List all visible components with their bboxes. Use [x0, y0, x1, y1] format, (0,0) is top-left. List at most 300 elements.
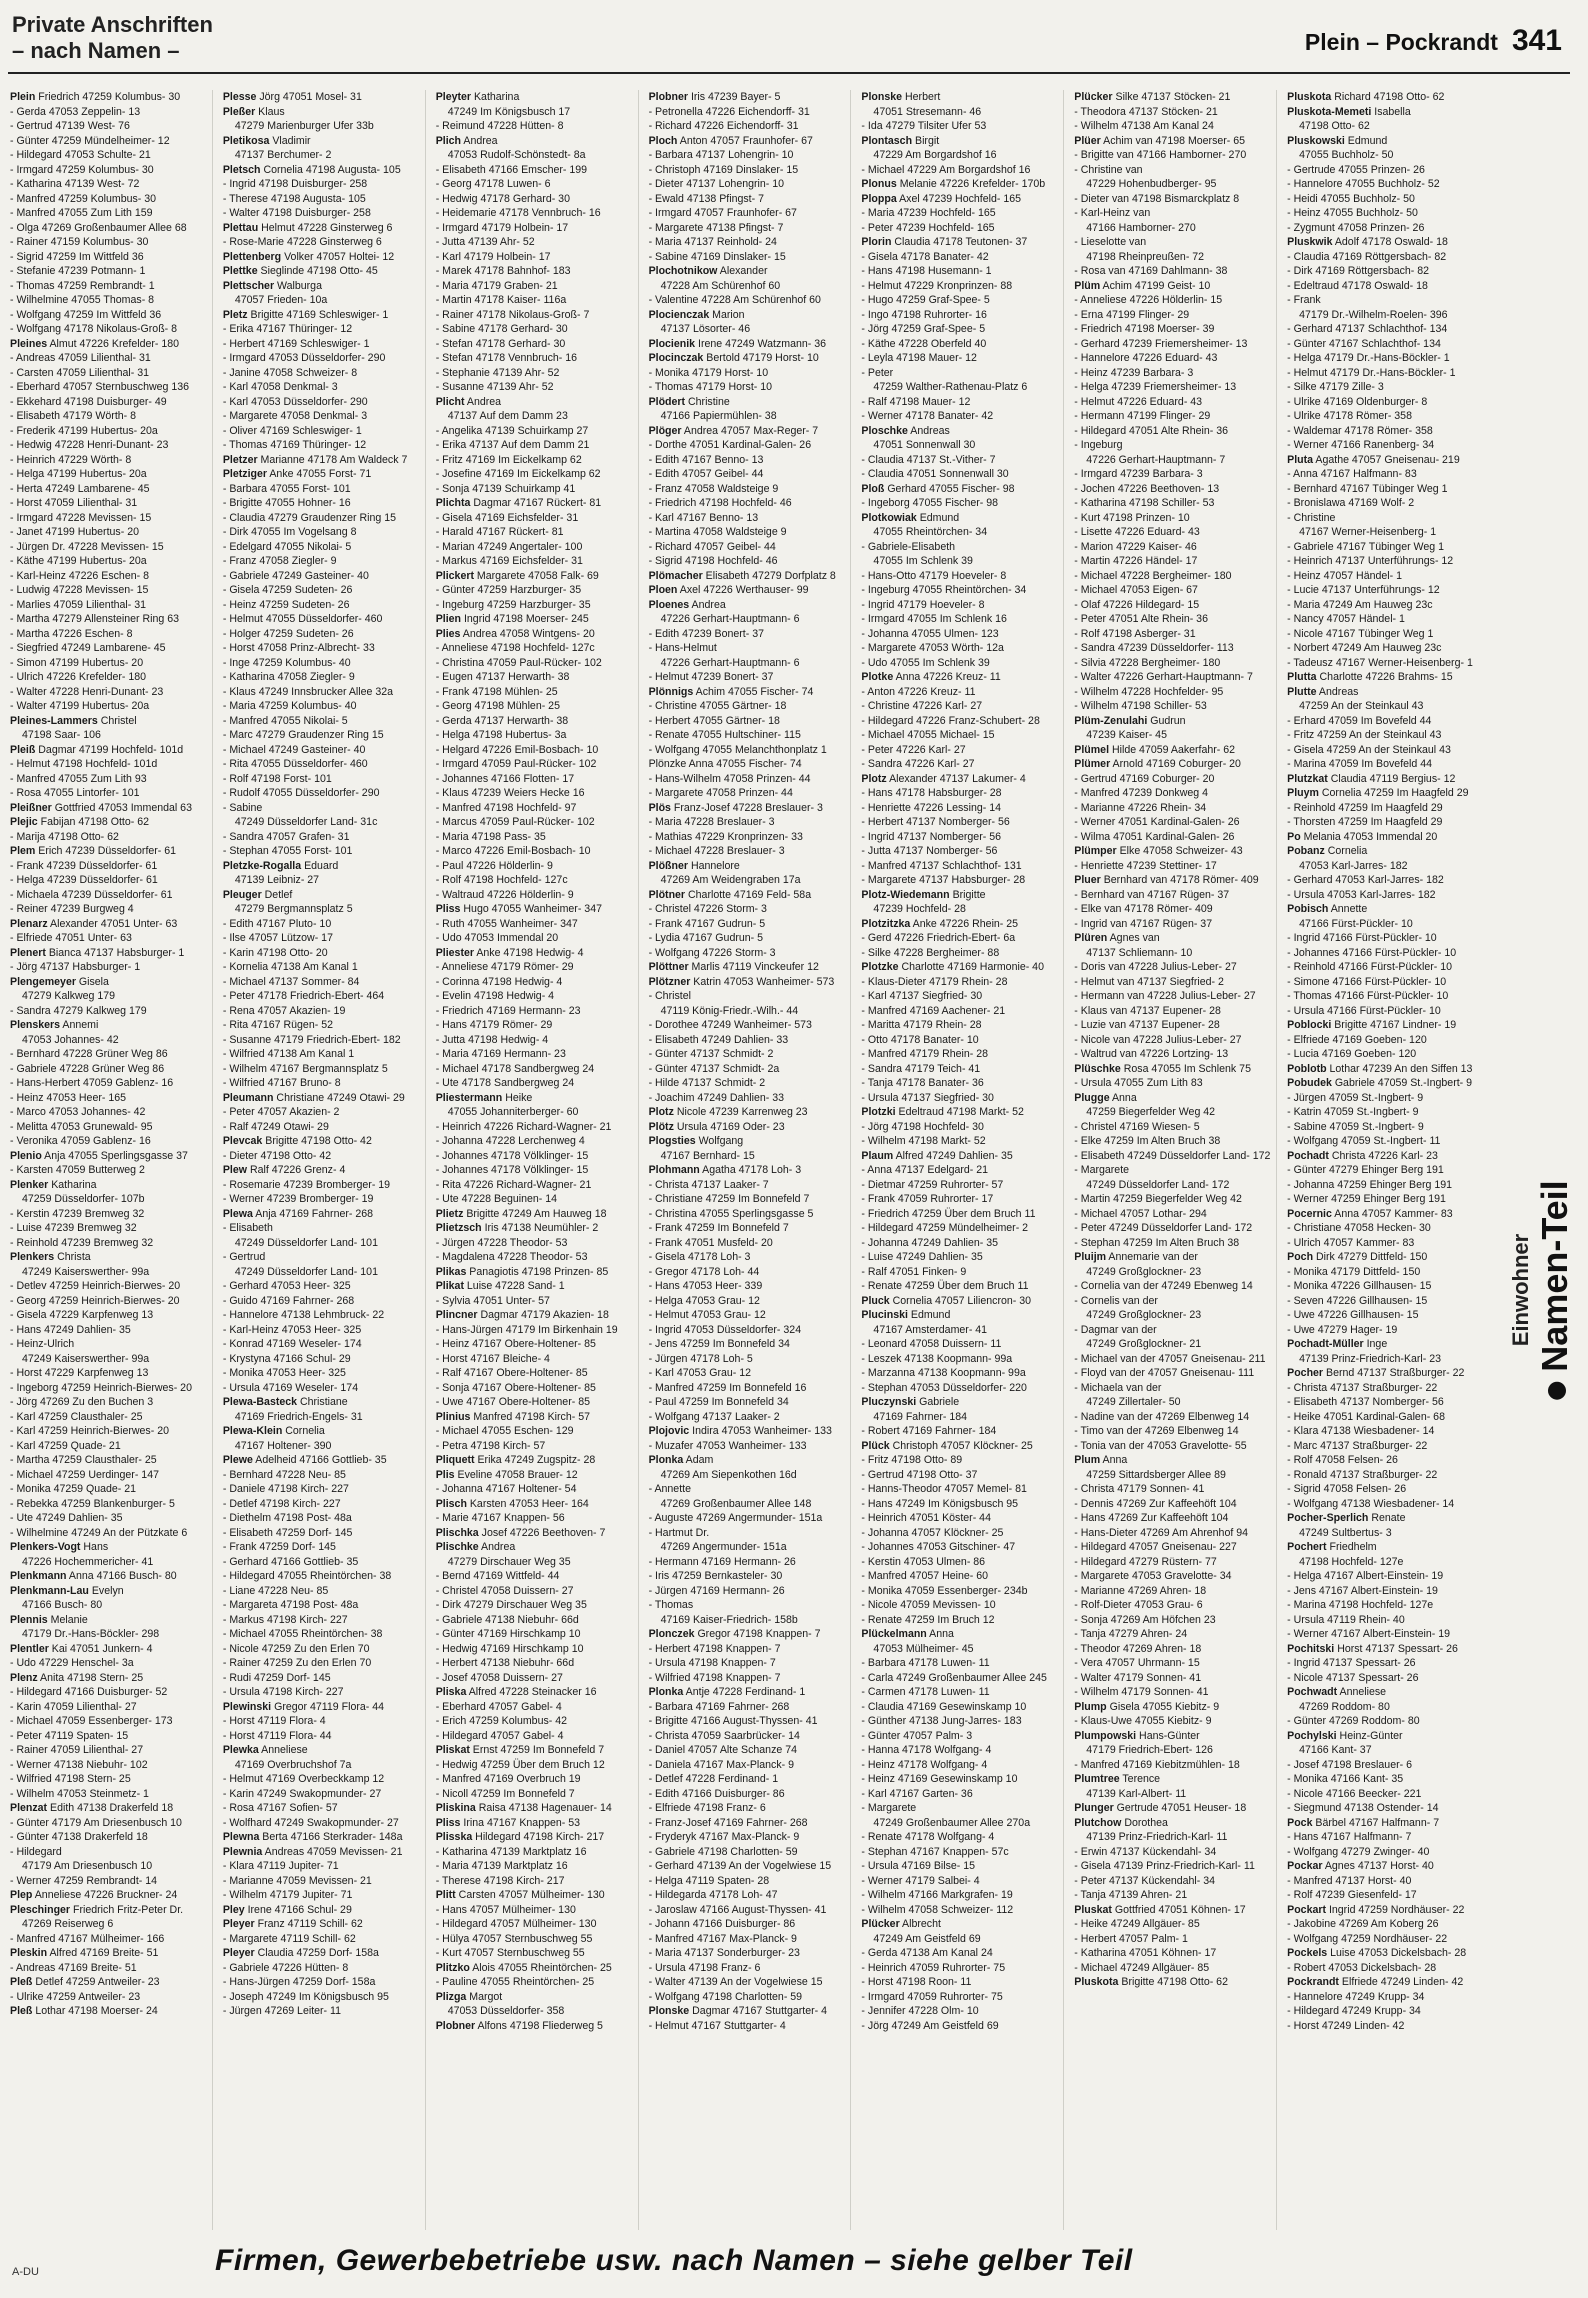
surname-entry: Plontasch Birgit: [861, 134, 940, 147]
list-item: - Uwe 47226 Gillhausen- 15: [1287, 1309, 1419, 1321]
list-item: - Inge 47259 Kolumbus- 40: [222, 656, 351, 669]
list-item: - Lisette 47226 Eduard- 43: [1074, 526, 1200, 538]
list-item: 47137 Berchumer- 2: [234, 149, 332, 161]
surname-entry: Plonske Herbert: [861, 91, 941, 103]
list-item: - Heinrich 47226 Richard-Wagner- 21: [435, 1120, 612, 1133]
list-item: - Franz 47058 Waldsteige 9: [648, 482, 779, 495]
list-item: - Fritz 47198 Otto- 89: [861, 1454, 963, 1466]
directory-column: [649, 90, 852, 2230]
list-item: - Wilfried 47198 Stern- 25: [10, 1773, 131, 1785]
list-item: - Manfred 47239 Donkweg 4: [1074, 787, 1208, 799]
list-item: - Frank 47051 Musfeld- 20: [648, 1236, 773, 1249]
list-item: - Gabriele 47226 Hütten- 8: [222, 1961, 349, 1974]
surname-entry: Plischka Josef 47226 Beethoven- 7: [435, 1526, 606, 1539]
list-item: - Brigitte 47055 Hohner- 16: [222, 497, 351, 509]
list-item: - Michael 47055 Michael- 15: [861, 729, 995, 741]
list-item: - Ursula 47055 Zum Lith 83: [1074, 1077, 1203, 1089]
list-item: - Jochen 47226 Beethoven- 13: [1074, 482, 1220, 495]
list-item: - Thorsten 47259 Im Haagfeld 29: [1287, 816, 1443, 828]
list-item: - Günter 47138 Drakerfeld 18: [10, 1831, 148, 1843]
list-item: - Helmut 47053 Grau- 12: [648, 1309, 766, 1321]
surname-entry: Plenz Anita 47198 Stern- 25: [10, 1671, 144, 1684]
side-tab-small: Einwohner: [1508, 1233, 1533, 1347]
list-item: 47279 Kalkweg 179: [22, 990, 116, 1002]
list-item: - Manfred 47169 Overbruch 19: [435, 1773, 581, 1785]
list-item: - Johannes 47166 Flotten- 17: [435, 772, 575, 785]
list-item: - Georg 47178 Luwen- 6: [435, 178, 551, 190]
list-item: - Peter 47057 Akazien- 2: [222, 1106, 340, 1118]
list-item: 47179 Friedrich-Ebert- 126: [1086, 1744, 1213, 1756]
list-item: - Ingeburg 47259 Harzburger- 35: [435, 598, 591, 611]
list-item: - Michael 47228 Breslauer- 3: [648, 845, 785, 857]
surname-entry: Plobner Iris 47239 Bayer- 5: [648, 91, 781, 103]
list-item: - Günter 47279 Ehinger Berg 191: [1287, 1164, 1444, 1176]
list-item: 47249 Großglockner- 23: [1086, 1265, 1202, 1278]
list-item: - Theodora 47137 Stöcken- 21: [1074, 105, 1218, 118]
list-item: - Karl 47137 Siegfried- 30: [861, 990, 983, 1002]
list-item: - Ralf 47249 Otawi- 29: [222, 1120, 329, 1133]
list-item: - Hans 47167 Halfmann- 7: [1287, 1831, 1412, 1843]
list-item: - Hans-Helmut: [648, 642, 717, 654]
list-item: - Horst 47058 Prinz-Albrecht- 33: [222, 642, 375, 654]
list-item: - Sylvia 47051 Unter- 57: [435, 1294, 550, 1307]
list-item: - Michaela 47239 Düsseldorfer- 61: [10, 888, 173, 901]
list-item: - Helmut 47169 Overbeckkamp 12: [222, 1773, 385, 1785]
list-item: - Helgard 47226 Emil-Bosbach- 10: [435, 743, 599, 756]
list-item: 47269 Angermunder- 151a: [660, 1541, 787, 1553]
list-item: - Luise 47239 Bremweg 32: [10, 1222, 137, 1234]
list-item: - Werner 47138 Niebuhr- 102: [10, 1758, 148, 1771]
list-item: - Jörg 47249 Am Geistfeld 69: [861, 2019, 999, 2032]
list-item: 47249 Zillertaler- 50: [1086, 1396, 1181, 1408]
list-item: - Manfred 47259 Kolumbus- 30: [10, 192, 157, 205]
surname-entry: Plickert Margarete 47058 Falk- 69: [435, 569, 599, 582]
list-item: - Nicole 47137 Spessart- 26: [1287, 1671, 1419, 1684]
surname-entry: Plep Anneliese 47226 Bruckner- 24: [10, 1889, 178, 1901]
list-item: - Theodor 47269 Ahren- 18: [1074, 1642, 1202, 1655]
list-item: - Martin 47226 Händel- 17: [1074, 555, 1198, 567]
list-item: - Michael 47249 Gasteiner- 40: [222, 743, 366, 756]
list-item: - Karsten 47059 Butterweg 2: [10, 1164, 145, 1176]
list-item: - Walter 47139 An der Vogelwiese 15: [648, 1976, 823, 1988]
list-item: - Hildegard 47057 Mülheimer- 130: [435, 1918, 597, 1930]
list-item: - Hans-Dieter 47269 Am Ahrenhof 94: [1074, 1526, 1249, 1539]
list-item: - Gerhard 47053 Karl-Jarres- 182: [1287, 874, 1444, 886]
list-item: - Jennifer 47228 Olm- 10: [861, 2005, 979, 2017]
list-item: - Sonja 47167 Obere-Holtener- 85: [435, 1381, 596, 1394]
list-item: 47139 Prinz-Friedrich-Karl- 11: [1086, 1831, 1228, 1843]
list-item: - Hildegarda 47178 Loh- 47: [648, 1889, 778, 1901]
list-item: - Ursula 47198 Kirch- 227: [222, 1686, 344, 1698]
list-item: - Peter 47226 Karl- 27: [861, 743, 966, 756]
list-item: - Ralf 47167 Obere-Holtener- 85: [435, 1367, 588, 1379]
list-item: - Walter 47198 Duisburger- 258: [222, 207, 371, 219]
list-item: - Katharina 47058 Ziegler- 9: [222, 671, 355, 683]
list-item: - Heidi 47055 Buchholz- 50: [1287, 192, 1415, 205]
page-footer: [0, 2238, 1588, 2294]
list-item: - Edith 47167 Pluto- 10: [222, 917, 332, 930]
list-item: - Rena 47057 Akazien- 19: [222, 1004, 346, 1017]
surname-entry: Poblotb Lothar 47239 An den Siffen 13: [1287, 1062, 1473, 1075]
surname-entry: Pliester Anke 47198 Hedwig- 4: [435, 946, 584, 959]
list-item: - Eberhard 47057 Gabel- 4: [435, 1700, 562, 1713]
list-item: - Frank 47167 Gudrun- 5: [648, 917, 766, 930]
list-item: - Margarete 47053 Gravelotte- 34: [1074, 1570, 1232, 1582]
list-item: - Joachim 47249 Dahlien- 33: [648, 1091, 785, 1104]
list-item: - Henriette 47239 Stettiner- 17: [1074, 859, 1217, 872]
list-item: - Hildegard 47053 Schulte- 21: [10, 149, 151, 161]
list-item: - Gerhard 47137 Schlachthof- 134: [1287, 323, 1448, 335]
list-item: - Friedrich 47198 Hochfeld- 46: [648, 497, 792, 509]
list-item: - Edith 47057 Geibel- 44: [648, 468, 764, 480]
surname-entry: Pliskina Raisa 47138 Hagenauer- 14: [435, 1802, 612, 1814]
list-item: - Horst 47167 Bleiche- 4: [435, 1352, 550, 1365]
list-item: - Heinz 47169 Gesewinskamp 10: [861, 1773, 1018, 1785]
list-item: - Heinrich 47229 Wörth- 8: [10, 453, 132, 466]
list-item: 47269 Am Weidengraben 17a: [660, 874, 801, 886]
list-item: - Peter 47249 Düsseldorfer Land- 172: [1074, 1222, 1253, 1234]
list-item: - Dirk 47169 Röttgersbach- 82: [1287, 265, 1430, 277]
list-item: - Anneliese 47179 Römer- 29: [435, 961, 574, 973]
list-item: - Corinna 47198 Hedwig- 4: [435, 975, 563, 988]
list-item: - Maria 47169 Hermann- 23: [435, 1048, 566, 1060]
list-item: - Andreas 47059 Lilienthal- 31: [10, 352, 151, 364]
list-item: - Monika 47059 Essenberger- 234b: [861, 1584, 1028, 1597]
list-item: - Jutta 47139 Ahr- 52: [435, 236, 535, 248]
list-item: - Heike 47051 Kardinal-Galen- 68: [1287, 1410, 1445, 1423]
list-item: - Ursula 47198 Franz- 6: [648, 1961, 761, 1974]
list-item: - Siegmund 47138 Ostender- 14: [1287, 1802, 1439, 1814]
list-item: - Karl 47259 Quade- 21: [10, 1439, 121, 1452]
list-item: - Herbert 47137 Nomberger- 56: [861, 816, 1010, 828]
list-item: - Günter 47137 Schmidt- 2a: [648, 1062, 780, 1075]
list-item: - Marcus 47059 Paul-Rücker- 102: [435, 816, 595, 828]
list-item: 47259 Düsseldorfer- 107b: [22, 1193, 145, 1205]
list-item: 47249 Düsseldorfer Land- 31c: [234, 816, 378, 828]
list-item: - Hans-Otto 47179 Hoeveler- 8: [861, 569, 1007, 582]
list-item: - Claudia 47169 Gesewinskamp 10: [861, 1700, 1027, 1713]
list-item: - Wilhelm 47228 Hochfelder- 95: [1074, 685, 1224, 698]
list-item: - Ursula 47169 Bilse- 15: [861, 1860, 976, 1872]
list-item: - Werner 47259 Ehinger Berg 191: [1287, 1193, 1446, 1205]
list-item: - Karl 47167 Benno- 13: [648, 511, 759, 524]
list-item: - Petronella 47226 Eichendorff- 31: [648, 105, 810, 118]
list-item: - Frank: [1287, 294, 1321, 306]
surname-entry: Ploppa Axel 47239 Hochfeld- 165: [861, 192, 1022, 205]
list-item: 47167 Holtener- 390: [234, 1439, 332, 1452]
list-item: - Horst 47119 Flora- 4: [222, 1715, 326, 1727]
list-item: - Detlef 47228 Ferdinand- 1: [648, 1773, 779, 1785]
list-item: - Helga 47179 Dr.-Hans-Böckler- 1: [1287, 352, 1450, 364]
list-item: - Thomas 47169 Thüringer- 12: [222, 439, 367, 451]
list-item: - Erika 47167 Thüringer- 12: [222, 323, 353, 335]
list-item: - Michael 47055 Rheintörchen- 38: [222, 1628, 383, 1640]
surname-entry: Plien Ingrid 47198 Moerser- 245: [435, 613, 589, 625]
list-item: - Wilma 47051 Kardinal-Galen- 26: [1074, 830, 1235, 843]
list-item: - Michael van der 47057 Gneisenau- 211: [1074, 1352, 1266, 1365]
list-item: - Nancy 47057 Händel- 1: [1287, 613, 1405, 625]
surname-entry: Pluskota Richard 47198 Otto- 62: [1287, 91, 1445, 103]
list-item: - Wilhelm 47198 Markt- 52: [861, 1135, 986, 1147]
list-item: - Anna 47137 Edelgard- 21: [861, 1164, 989, 1176]
list-item: - Heinz-Ulrich: [10, 1338, 75, 1350]
list-item: - Anneliese 47226 Hölderlin- 15: [1074, 294, 1223, 306]
list-item: - Gregor 47178 Loh- 44: [648, 1265, 760, 1278]
surname-entry: Pochadt-Müller Inge: [1287, 1338, 1388, 1350]
surname-entry: Plötzner Katrin 47053 Wanheimer- 573: [648, 975, 835, 988]
list-item: - Heinrich 47051 Köster- 44: [861, 1512, 991, 1524]
surname-entry: Plotz Alexander 47137 Lakumer- 4: [861, 772, 1026, 785]
list-item: - Ralf 47198 Mauer- 12: [861, 395, 971, 408]
list-item: - Gertrud: [222, 1251, 266, 1263]
surname-entry: Plietzsch Iris 47138 Neumühler- 2: [435, 1222, 599, 1234]
list-item: - Johanna 47259 Ehinger Berg 191: [1287, 1178, 1453, 1191]
list-item: - Detlef 47198 Kirch- 227: [222, 1497, 341, 1510]
list-item: - Horst 47119 Flora- 44: [222, 1729, 332, 1742]
list-item: - Jörg 47269 Zu den Buchen 3: [10, 1396, 154, 1408]
surname-entry: Plisch Karsten 47053 Heer- 164: [435, 1497, 589, 1510]
list-item: - Sigrid 47198 Hochfeld- 46: [648, 555, 778, 567]
list-item: - Rainer 47259 Zu den Erlen 70: [222, 1657, 372, 1669]
list-item: - Martha 47226 Eschen- 8: [10, 627, 133, 640]
list-item: - Ingrid 47137 Spessart- 26: [1287, 1657, 1416, 1669]
list-item: - Marina 47059 Im Bovefeld 44: [1287, 758, 1433, 770]
surname-entry: Pletziger Anke 47055 Forst- 71: [222, 468, 372, 480]
list-item: - Marlies 47059 Lilienthal- 31: [10, 598, 147, 611]
list-item: - Jakobine 47269 Am Koberg 26: [1287, 1918, 1439, 1930]
list-item: - Karl 47259 Heinrich-Bierwes- 20: [10, 1425, 169, 1437]
list-item: - Günter 47269 Roddom- 80: [1287, 1715, 1420, 1727]
list-item: 47229 Am Borgardshof 16: [873, 149, 997, 161]
list-item: 47055 Rheintörchen- 34: [873, 526, 988, 538]
list-item: - Michael 47057 Lothar- 294: [1074, 1207, 1207, 1220]
footer-code: A-DU: [12, 2266, 39, 2278]
surname-entry: Plücker Silke 47137 Stöcken- 21: [1074, 91, 1231, 103]
list-item: - Anton 47226 Kreuz- 11: [861, 685, 976, 698]
list-item: - Horst 47198 Roon- 11: [861, 1976, 972, 1988]
list-item: - Brigitte 47166 August-Thyssen- 41: [648, 1715, 818, 1727]
surname-entry: Plogsties Wolfgang: [648, 1135, 744, 1147]
list-item: - Cornelis van der: [1074, 1294, 1158, 1307]
list-item: - Ronald 47137 Straßburger- 22: [1287, 1468, 1438, 1481]
list-item: - Martin 47178 Kaiser- 116a: [435, 294, 567, 306]
surname-entry: Plöger Andrea 47057 Max-Reger- 7: [648, 424, 819, 437]
surname-entry: Pletikosa Vladimir: [222, 134, 311, 147]
list-item: - Olaf 47226 Hildegard- 15: [1074, 598, 1200, 611]
list-item: 47055 Buchholz- 50: [1299, 149, 1394, 161]
list-item: - Susanne 47179 Friedrich-Ebert- 182: [222, 1033, 401, 1046]
surname-entry: Pobanz Cornelia: [1287, 845, 1368, 857]
list-item: 47279 Marienburger Ufer 33b: [234, 120, 374, 132]
surname-entry: Plein Friedrich 47259 Kolumbus- 30: [10, 91, 181, 103]
list-item: - Hans-Jürgen 47179 Im Birkenhain 19: [435, 1323, 618, 1336]
list-item: - Brigitte van 47166 Hamborner- 270: [1074, 149, 1247, 161]
list-item: - Dorthe 47051 Kardinal-Galen- 26: [648, 439, 812, 451]
directory-column: [1287, 90, 1490, 2230]
list-item: - Ingrid 47053 Düsseldorfer- 324: [648, 1323, 802, 1336]
list-item: - Katharina 47051 Köhnen- 17: [1074, 1947, 1217, 1959]
list-item: - Therese 47198 Kirch- 217: [435, 1874, 565, 1887]
list-item: - Margarete 47138 Pfingst- 7: [648, 221, 784, 234]
bullet-dot-icon: [1548, 1382, 1566, 1400]
list-item: - Marian 47249 Angertaler- 100: [435, 540, 583, 553]
list-item: - Veronika 47059 Gablenz- 16: [10, 1135, 151, 1147]
list-item: - Erna 47199 Flinger- 29: [1074, 308, 1190, 321]
list-item: - Manfred 47169 Kiebitzmühlen- 18: [1074, 1758, 1240, 1771]
list-item: - Gabriele-Elisabeth: [861, 540, 956, 553]
list-item: - Jens 47259 Im Bonnefeld 34: [648, 1338, 790, 1350]
surname-entry: Pliestermann Heike: [435, 1091, 533, 1104]
list-item: - Heinrich 47059 Ruhrorter- 75: [861, 1961, 1006, 1974]
list-item: - Rita 47055 Düsseldorfer- 460: [222, 758, 368, 770]
surname-entry: Plücker Albrecht: [861, 1918, 941, 1930]
list-item: - Marzanna 47138 Koopmann- 99a: [861, 1367, 1026, 1379]
list-item: - Erich 47259 Kolumbus- 42: [435, 1715, 568, 1727]
list-item: 47249 Sultbertus- 3: [1299, 1526, 1392, 1539]
list-item: - Manfred 47198 Hochfeld- 97: [435, 801, 577, 814]
list-item: - Margarete 47058 Denkmal- 3: [222, 410, 368, 422]
surname-entry: Plincner Dagmar 47179 Akazien- 18: [435, 1309, 609, 1321]
surname-entry: Plengemeyer Gisela: [10, 975, 109, 988]
list-item: - Marc 47279 Graudenzer Ring 15: [222, 729, 384, 741]
list-item: 47259 An der Steinkaul 43: [1299, 700, 1424, 712]
surname-entry: Plötner Charlotte 47169 Feld- 58a: [648, 888, 812, 901]
list-item: - Johannes 47166 Fürst-Pückler- 10: [1287, 946, 1457, 959]
list-item: - Udo 47055 Im Schlenk 39: [861, 656, 990, 669]
list-item: - Josefine 47169 Im Eickelkamp 62: [435, 468, 601, 480]
list-item: - Christa 47137 Straßburger- 22: [1287, 1381, 1438, 1394]
list-item: - Michael 47055 Eschen- 129: [435, 1425, 574, 1437]
surname-entry: Plettenberg Volker 47057 Holtei- 12: [222, 250, 395, 263]
list-item: - Helga 47199 Hubertus- 20a: [10, 468, 147, 480]
list-item: - Reinhold 47239 Bremweg 32: [10, 1236, 154, 1249]
list-item: - Gerda 47138 Am Kanal 24: [861, 1947, 993, 1959]
list-item: - Wolfgang 47279 Zwinger- 40: [1287, 1845, 1430, 1858]
list-item: - Hedwig 47259 Über dem Bruch 12: [435, 1758, 605, 1771]
list-item: - Karl-Heinz van: [1074, 207, 1151, 219]
list-item: - Frank 47259 Dorf- 145: [222, 1541, 336, 1553]
surname-entry: Pobudek Gabriele 47059 St.-Ingbert- 9: [1287, 1077, 1473, 1089]
list-item: - Manfred 47055 Zum Lith 93: [10, 772, 147, 785]
list-item: - Christa 47059 Saarbrücker- 14: [648, 1729, 800, 1742]
list-item: - Ingeborg 47055 Fischer- 98: [861, 497, 999, 509]
surname-entry: Pluskat Gottfried 47051 Köhnen- 17: [1074, 1903, 1246, 1916]
list-item: 47057 Frieden- 10a: [234, 294, 328, 306]
list-item: - Daniela 47167 Max-Planck- 9: [648, 1758, 795, 1771]
list-item: - Monika 47259 Quade- 21: [10, 1483, 137, 1495]
list-item: - Günter 47259 Harzburger- 35: [435, 584, 582, 596]
list-item: - Liane 47228 Neu- 85: [222, 1584, 329, 1597]
surname-entry: Pluta Agathe 47057 Gneisenau- 219: [1287, 453, 1460, 466]
list-item: - Christel 47058 Duissern- 27: [435, 1584, 574, 1597]
list-item: - Heinz 47167 Obere-Holtener- 85: [435, 1338, 596, 1350]
list-item: 47198 Rheinpreußen- 72: [1086, 250, 1205, 263]
list-item: - Dieter 47198 Otto- 42: [222, 1149, 332, 1162]
list-item: - Michael 47059 Essenberger- 173: [10, 1715, 173, 1727]
list-item: - Frank 47059 Ruhrorter- 17: [861, 1193, 994, 1205]
list-item: - Helmut 47167 Stuttgarter- 4: [648, 2019, 786, 2032]
list-item: - Manfred 47055 Nikolai- 5: [222, 714, 348, 727]
list-item: - Rosa 47055 Lintorfer- 101: [10, 787, 140, 799]
list-item: - Markus 47198 Kirch- 227: [222, 1613, 348, 1626]
list-item: - Henriette 47226 Lessing- 14: [861, 801, 1001, 814]
list-item: - Gabriele 47249 Gasteiner- 40: [222, 569, 369, 582]
list-item: - Maria 47137 Reinhold- 24: [648, 236, 777, 248]
surname-entry: Pliskat Ernst 47259 Im Bonnefeld 7: [435, 1744, 605, 1756]
list-item: - Jutta 47137 Nomberger- 56: [861, 845, 998, 857]
list-item: - Paul 47259 Im Bonnefeld 34: [648, 1396, 789, 1408]
surname-entry: Pluskota Brigitte 47198 Otto- 62: [1074, 1976, 1228, 1988]
surname-entry: Ploch Anton 47057 Fraunhofer- 67: [648, 134, 813, 147]
list-item: - Vera 47057 Uhrmann- 15: [1074, 1657, 1200, 1669]
list-item: 47259 Sittardsberger Allee 89: [1086, 1468, 1226, 1481]
list-item: - Ingrid 47179 Hoeveler- 8: [861, 598, 985, 611]
list-item: - Thomas 47259 Rembrandt- 1: [10, 279, 155, 292]
surname-entry: Pochwadt Anneliese: [1287, 1686, 1387, 1698]
list-item: - Ulrike 47169 Oldenburger- 8: [1287, 395, 1428, 408]
list-item: - Stephan 47053 Düsseldorfer- 220: [861, 1381, 1027, 1394]
list-item: - Nicole 47259 Zu den Erlen 70: [222, 1642, 370, 1655]
list-item: - Bernhard 47228 Neu- 85: [222, 1468, 346, 1481]
list-item: - Tanja 47139 Ahren- 21: [1074, 1889, 1188, 1901]
list-item: - Irmgard 47059 Ruhrorter- 75: [861, 1990, 1003, 2003]
list-item: - Jörg 47259 Graf-Spee- 5: [861, 323, 986, 335]
list-item: - Karin 47059 Lilienthal- 27: [10, 1700, 137, 1713]
list-item: - Ewald 47138 Pfingst- 7: [648, 192, 764, 205]
list-item: - Valentine 47228 Am Schürenhof 60: [648, 294, 821, 306]
list-item: - Hannelore 47138 Lehmbruck- 22: [222, 1309, 385, 1321]
list-item: 47137 Auf dem Damm 23: [447, 410, 568, 422]
list-item: - Maria 47228 Breslauer- 3: [648, 816, 775, 828]
surname-entry: Plüer Achim van 47198 Moerser- 65: [1074, 134, 1246, 147]
list-item: - Martha 47279 Allensteiner Ring 63: [10, 613, 180, 625]
list-item: - Barbara 47169 Fahrner- 268: [648, 1700, 790, 1713]
list-item: 47249 Düsseldorfer Land- 101: [234, 1265, 378, 1278]
list-item: - Karl-Heinz 47226 Eschen- 8: [10, 569, 149, 582]
list-item: - Irmgard 47239 Barbara- 3: [1074, 468, 1203, 480]
list-item: - Hildegard 47057 Gneisenau- 227: [1074, 1541, 1237, 1553]
list-item: - Walter 47199 Hubertus- 20a: [10, 700, 150, 712]
surname-entry: Plödert Christine: [648, 395, 730, 408]
list-item: - Thomas 47166 Fürst-Pückler- 10: [1287, 990, 1449, 1002]
list-item: - Peter 47178 Friedrich-Ebert- 464: [222, 990, 385, 1002]
list-item: - Manfred 47167 Mülheimer- 166: [10, 1932, 165, 1945]
surname-entry: Plennis Melanie: [10, 1613, 88, 1626]
list-item: - Gerhard 47139 An der Vogelwiese 15: [648, 1860, 832, 1872]
list-item: - Simon 47199 Hubertus- 20: [10, 656, 144, 669]
list-item: - Christina 47059 Paul-Rücker- 102: [435, 656, 602, 669]
list-item: - Stephan 47167 Knappen- 57c: [861, 1845, 1009, 1858]
list-item: - Robert 47053 Dickelsbach- 28: [1287, 1961, 1437, 1974]
list-item: - Simone 47166 Fürst-Pückler- 10: [1287, 975, 1447, 988]
list-item: - Elke 47259 Im Alten Bruch 38: [1074, 1135, 1221, 1147]
list-item: - Jürgen 47269 Leiter- 11: [222, 2005, 342, 2017]
surname-entry: Plotzitzka Anke 47226 Rhein- 25: [861, 917, 1019, 930]
surname-entry: Plotzki Edeltraud 47198 Markt- 52: [861, 1106, 1024, 1118]
surname-entry: Pleißner Gottfried 47053 Immendal 63: [10, 801, 192, 814]
list-item: - Manfred 47169 Aachener- 21: [861, 1004, 1006, 1017]
list-item: - Kerstin 47239 Bremweg 32: [10, 1207, 145, 1220]
list-item: - Margareta 47198 Post- 48a: [222, 1599, 359, 1611]
list-item: - Sabine: [222, 801, 263, 814]
list-item: - Helmut 47226 Eduard- 43: [1074, 395, 1203, 408]
list-item: - Christel: [648, 990, 691, 1002]
surname-entry: Pluskota-Memeti Isabella: [1287, 105, 1411, 118]
list-item: - Karl 47053 Grau- 12: [648, 1367, 752, 1379]
list-item: 47249 Kaiserswerther- 99a: [22, 1265, 150, 1278]
list-item: - Gertrud 47139 West- 76: [10, 120, 130, 132]
list-item: - Jürgen 47178 Loh- 5: [648, 1352, 753, 1365]
